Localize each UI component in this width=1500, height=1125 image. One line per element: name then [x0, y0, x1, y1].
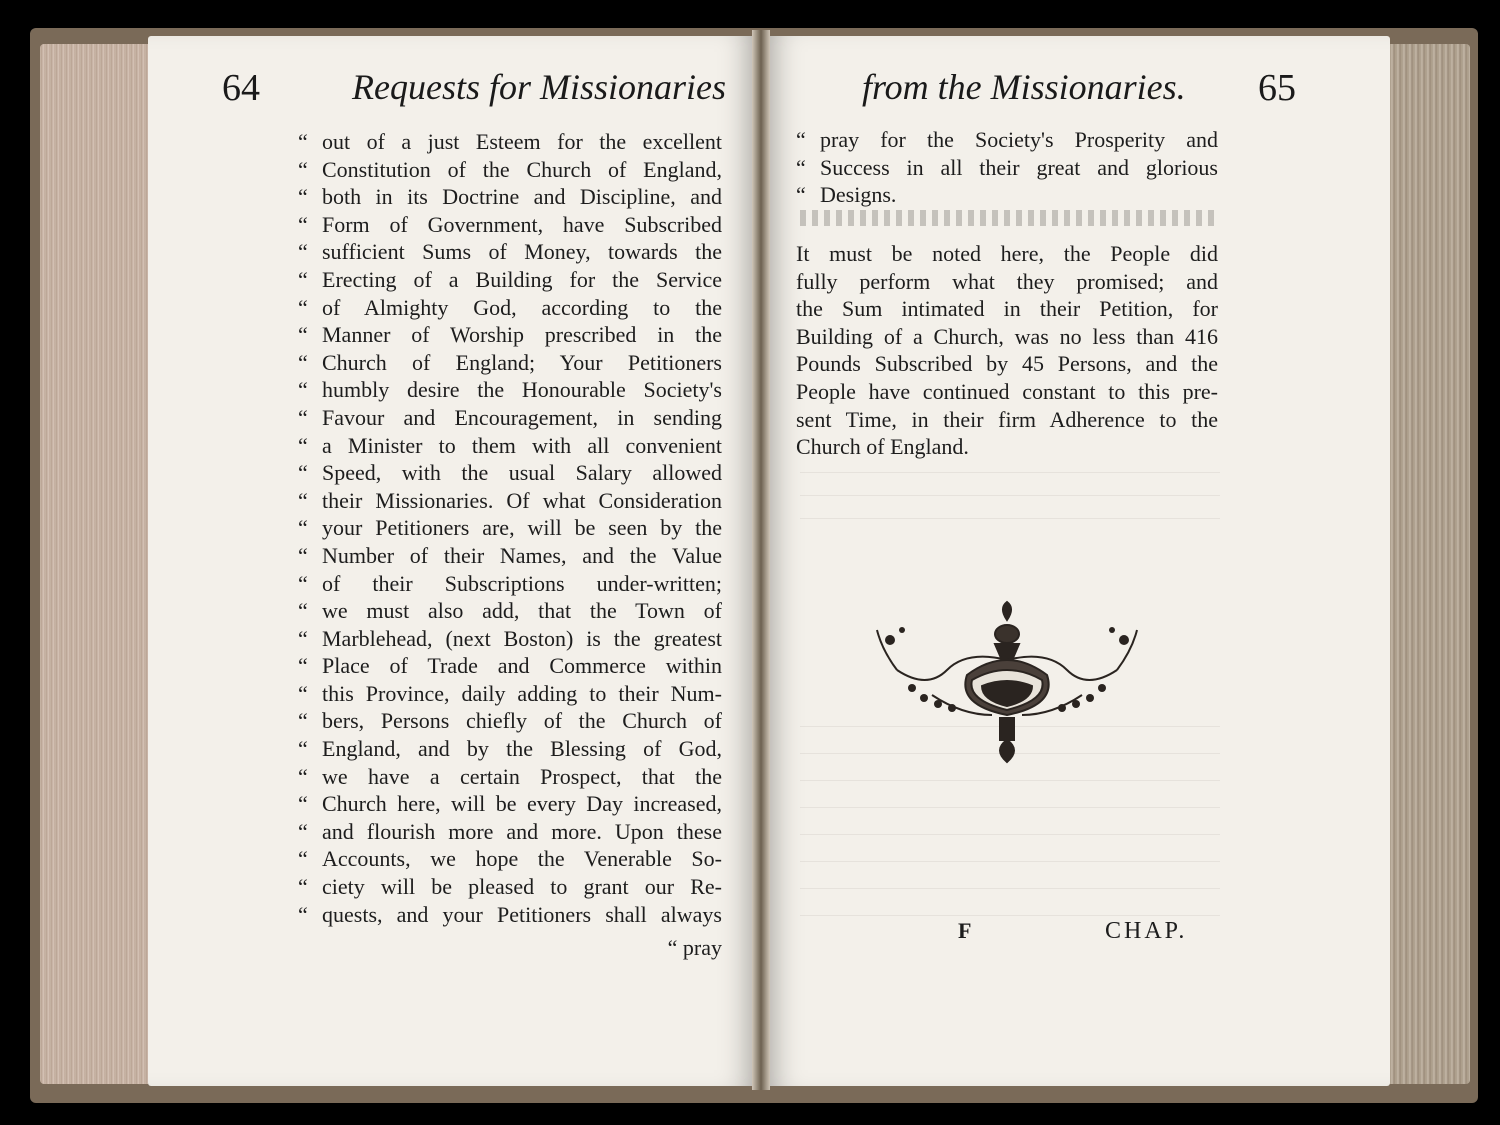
line-text: of their Subscriptions under-written;	[322, 570, 722, 596]
line-text: pray for the Society's Prosperity and	[820, 127, 1218, 152]
quote-mark: “	[298, 266, 308, 292]
left-catchword: “ pray	[667, 935, 722, 960]
show-through-texture	[800, 450, 1220, 610]
line-text: Building of a Church, was no less than 416	[796, 323, 1218, 349]
quote-mark: “	[298, 211, 308, 237]
line-text: Accounts, we hope the Venerable So-	[322, 846, 722, 872]
text-line	[298, 597, 722, 625]
quote-mark: “	[298, 901, 308, 927]
text-line	[796, 378, 1218, 406]
line-text: Constitution of the Church of England,	[322, 156, 722, 182]
quote-mark: “	[298, 818, 308, 844]
quote-mark: “	[298, 239, 308, 265]
text-line	[298, 156, 722, 184]
right-running-head: from the Missionaries.	[862, 67, 1186, 107]
text-line	[796, 323, 1218, 351]
quote-mark: “	[298, 294, 308, 320]
left-body-text	[298, 128, 722, 928]
line-text: and flourish more and more. Upon these	[322, 818, 722, 844]
text-line	[298, 459, 722, 487]
quote-mark: “	[298, 542, 308, 568]
text-line	[298, 680, 722, 708]
text-line	[298, 238, 722, 266]
quote-mark: “	[298, 487, 308, 513]
quote-mark: “	[298, 736, 308, 762]
quote-mark: “	[298, 570, 308, 596]
quote-mark: “	[796, 154, 806, 180]
line-text: fully perform what they promised; and	[796, 268, 1218, 294]
quote-mark: “	[298, 404, 308, 430]
right-paragraph	[796, 240, 1218, 461]
quote-mark: “	[298, 874, 308, 900]
quote-mark: “	[298, 653, 308, 679]
text-line	[298, 873, 722, 901]
line-text: Designs.	[820, 182, 897, 208]
line-text: this Province, daily adding to their Num-	[322, 680, 722, 706]
quote-mark: “	[298, 129, 308, 154]
line-text: Manner of Worship prescribed in the	[322, 322, 722, 348]
quote-mark: “	[298, 625, 308, 651]
text-line	[298, 790, 722, 818]
text-line	[298, 349, 722, 377]
quote-mark: “	[298, 322, 308, 348]
quote-mark: “	[298, 708, 308, 734]
text-line	[298, 376, 722, 404]
quote-mark: “	[298, 156, 308, 182]
show-through-rule	[800, 210, 1215, 226]
line-text: bers, Persons chiefly of the Church of	[322, 708, 722, 734]
quote-mark: “	[298, 515, 308, 541]
line-text: your Petitioners are, will be seen by the	[322, 515, 722, 541]
text-line	[298, 845, 722, 873]
line-text: Number of their Names, and the Value	[322, 542, 722, 568]
text-line	[298, 901, 722, 929]
line-text: ciety will be pleased to grant our Re-	[322, 874, 722, 900]
text-line	[298, 542, 722, 570]
text-line	[298, 570, 722, 598]
text-line	[796, 268, 1218, 296]
text-line	[796, 154, 1218, 182]
line-text: Church of England.	[796, 434, 969, 460]
left-page-number: 64	[222, 67, 260, 109]
text-line	[298, 818, 722, 846]
line-text: humbly desire the Honourable Society's	[322, 377, 722, 403]
line-text: the Sum intimated in their Petition, for	[796, 296, 1218, 322]
text-line	[298, 432, 722, 460]
line-text: Church of England; Your Petitioners	[322, 349, 722, 375]
text-line	[298, 128, 722, 156]
line-text: Marblehead, (next Boston) is the greatest	[322, 625, 722, 651]
right-page-number: 65	[1258, 67, 1296, 109]
quote-mark: “	[298, 377, 308, 403]
text-line	[298, 652, 722, 680]
line-text: out of a just Esteem for the excellent	[322, 129, 722, 154]
text-line	[298, 404, 722, 432]
line-text: Form of Government, have Subscribed	[322, 211, 722, 237]
text-line	[298, 211, 722, 239]
line-text: Church here, will be every Day increased,	[322, 791, 722, 817]
text-line	[796, 406, 1218, 434]
text-line	[796, 295, 1218, 323]
line-text: both in its Doctrine and Discipline, and	[322, 184, 722, 210]
line-text: Pounds Subscribed by 45 Persons, and the	[796, 351, 1218, 377]
line-text: Erecting of a Building for the Service	[322, 266, 722, 292]
line-text: England, and by the Blessing of God,	[322, 736, 722, 762]
quote-mark: “	[298, 763, 308, 789]
text-line	[298, 763, 722, 791]
text-line	[796, 240, 1218, 268]
text-line	[298, 735, 722, 763]
text-line	[796, 181, 1218, 209]
line-text: a Minister to them with all convenient	[322, 432, 722, 458]
text-line	[796, 350, 1218, 378]
quote-mark: “	[298, 680, 308, 706]
line-text: Favour and Encouragement, in sending	[322, 404, 722, 430]
text-line	[298, 183, 722, 211]
quote-mark: “	[298, 432, 308, 458]
line-text: It must be noted here, the People did	[796, 241, 1218, 266]
quote-mark: “	[298, 460, 308, 486]
quote-mark: “	[298, 349, 308, 375]
line-text: Success in all their great and glorious	[820, 154, 1218, 180]
quote-mark: “	[796, 127, 806, 152]
left-running-head: Requests for Missionaries	[352, 67, 726, 107]
book-gutter	[752, 30, 770, 1090]
signature-mark: F	[958, 918, 972, 943]
left-page-edges	[40, 44, 148, 1084]
line-text: sent Time, in their firm Adherence to the	[796, 406, 1218, 432]
line-text: People have continued constant to this pre-	[796, 378, 1218, 404]
quote-mark: “	[298, 598, 308, 624]
line-text: we must also add, that the Town of	[322, 598, 722, 624]
line-text: Speed, with the usual Salary allowed	[322, 460, 722, 486]
line-text: we have a certain Prospect, that the	[322, 763, 722, 789]
floral-ornament-icon	[872, 600, 1142, 770]
text-line	[298, 294, 722, 322]
right-catchword: CHAP.	[1105, 918, 1188, 944]
text-line	[298, 266, 722, 294]
right-page-edges	[1378, 44, 1470, 1084]
text-line	[298, 625, 722, 653]
line-text: Place of Trade and Commerce within	[322, 653, 722, 679]
quote-mark: “	[298, 184, 308, 210]
text-line	[298, 321, 722, 349]
right-quote-text	[796, 126, 1218, 209]
quote-mark: “	[298, 791, 308, 817]
line-text: quests, and your Petitioners shall always	[322, 901, 722, 927]
text-line	[298, 707, 722, 735]
line-text: sufficient Sums of Money, towards the	[322, 239, 722, 265]
line-text: of Almighty God, according to the	[322, 294, 722, 320]
line-text: their Missionaries. Of what Consideration	[322, 487, 722, 513]
text-line	[796, 126, 1218, 154]
text-line	[298, 514, 722, 542]
text-line	[298, 487, 722, 515]
quote-mark: “	[298, 846, 308, 872]
quote-mark: “	[796, 182, 806, 208]
